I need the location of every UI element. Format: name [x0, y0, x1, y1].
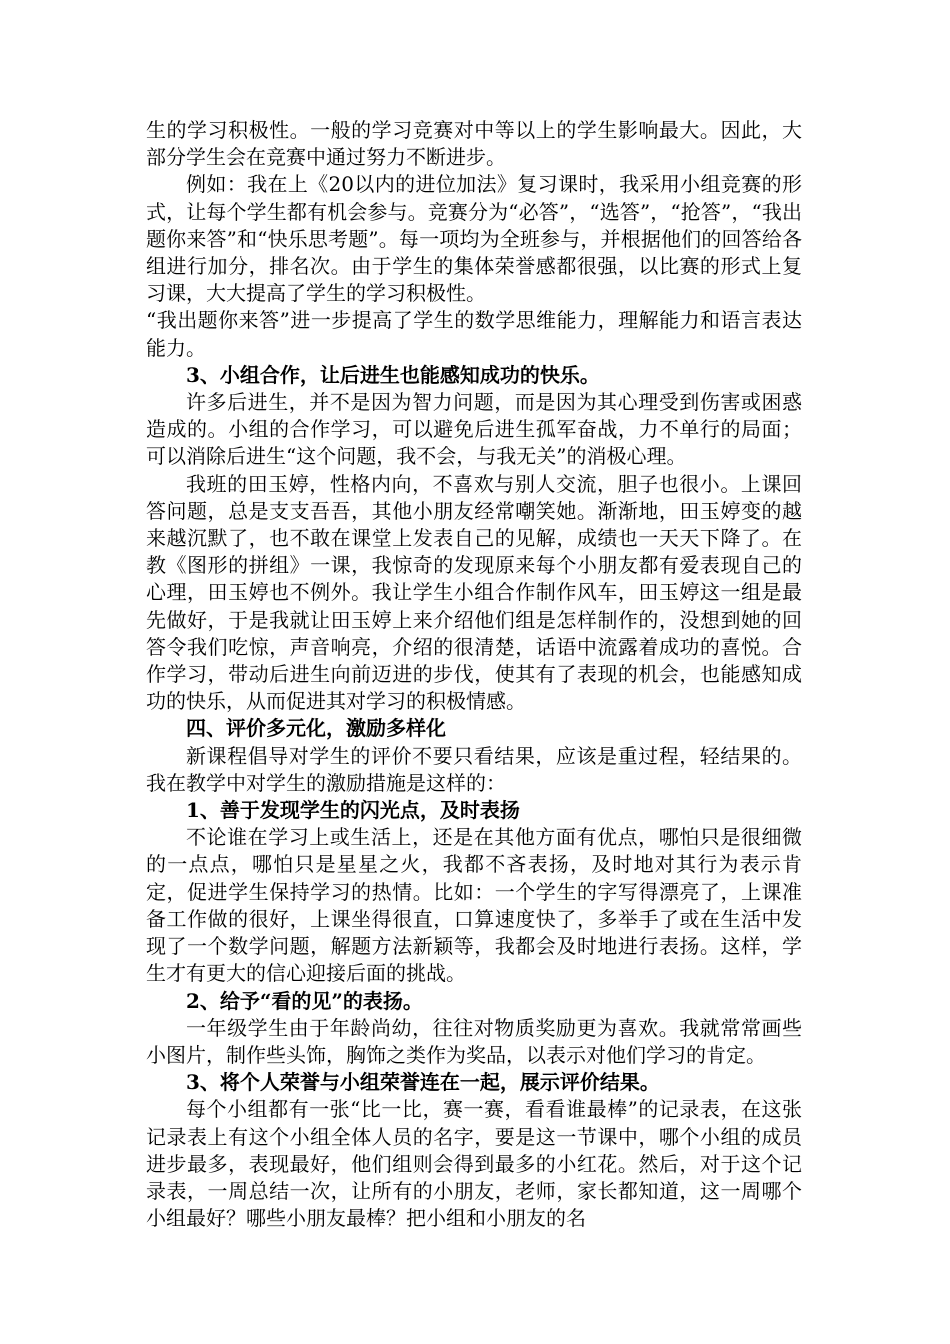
section-heading-group-honor: 3、将个人荣誉与小组荣誉连在一起，展示评价结果。 [186, 1070, 660, 1095]
paragraph-evaluation-intro: 新课程倡导对学生的评价不要只看结果，应该是重过程，轻结果的。我在教学中对学生的激励措施是这样的： [146, 743, 802, 795]
paragraph-case-study: 我班的田玉婷，性格内向，不喜欢与别人交流，胆子也很小。上课回答问题，总是支支吾吾，其他小朋友经常嘲笑她。渐渐地，田玉婷变的越来越沉默了，也不敢在课堂上发表自己的见解，成绩也一天天下降了。在教《图形的拼组》一课，我惊奇的发现原来每个小朋友都有爱表现自己的心理，田玉婷也不例外。我让学生小组合作制作风车，田玉婷这一组是最先做好，于是我就让田玉婷上来介绍他们组是怎样制作的，没想到她的回答令我们吃惊，声音响亮，介绍的很清楚，话语中流露着成功的喜悦。合作学习，带动后进生向前迈进的步伐，使其有了表现的机会，也能感知成功的快乐，从而促进其对学习的积极情感。 [146, 471, 802, 714]
paragraph-example-continued: “我出题你来答”进一步提高了学生的数学思维能力，理解能力和语言表达能力。 [146, 308, 802, 360]
section-heading-praise: 1、善于发现学生的闪光点，及时表扬 [186, 798, 520, 823]
section-heading-group-cooperation: 3、小组合作，让后进生也能感知成功的快乐。 [186, 362, 600, 387]
paragraph-example: 例如：我在上《20以内的进位加法》复习课时，我采用小组竞赛的形式，让每个学生都有机会参与。竞赛分为“必答”，“选答”，“抢答”，“我出题你来答”和“快乐思考题”。每一项均为全班参与，并根据他们的回答给各组进行加分，排名次。由于学生的集体荣誉感都很强，以比赛的形式上复习课，大大提高了学生的学习积极性。 [146, 172, 802, 306]
document-page [146, 117, 802, 1232]
section-heading-evaluation: 四、评价多元化，激励多样化 [186, 716, 446, 741]
paragraph-1: 生的学习积极性。一般的学习竞赛对中等以上的学生影响最大。因此，大部分学生会在竞赛中通过努力不断进步。 [146, 118, 802, 170]
paragraph-group-honor: 每个小组都有一张“比一比，赛一赛，看看谁最棒”的记录表，在这张记录表上有这个小组全体人员的名字，要是这一节课中，哪个小组的成员进步最多，表现最好，他们组则会得到最多的小红花。然后，对于这个记录表，一周总结一次，让所有的小朋友，老师，家长都知道，这一周哪个小组最好？哪些小朋友最棒？把小组和小朋友的名 [146, 1097, 802, 1231]
paragraph-visible-praise: 一年级学生由于年龄尚幼，往往对物质奖励更为喜欢。我就常常画些小图片，制作些头饰，胸饰之类作为奖品，以表示对他们学习的肯定。 [146, 1015, 802, 1067]
paragraph-praise: 不论谁在学习上或生活上，还是在其他方面有优点，哪怕只是很细微的一点点，哪怕只是星星之火，我都不吝表扬，及时地对其行为表示肯定，促进学生保持学习的热情。比如：一个学生的字写得漂亮了，上课准备工作做的很好，上课坐得很直，口算速度快了，多举手了或在生活中发现了一个数学问题，解题方法新颖等，我都会及时地进行表扬。这样，学生才有更大的信心迎接后面的挑战。 [146, 825, 802, 986]
paragraph-lagging-students: 许多后进生，并不是因为智力问题，而是因为其心理受到伤害或困惑造成的。小组的合作学习，可以避免后进生孤军奋战，力不单行的局面；可以消除后进生“这个问题，我不会，与我无关”的消极心理。 [146, 390, 802, 469]
section-heading-visible-praise: 2、给予“看的见”的表扬。 [186, 988, 423, 1013]
